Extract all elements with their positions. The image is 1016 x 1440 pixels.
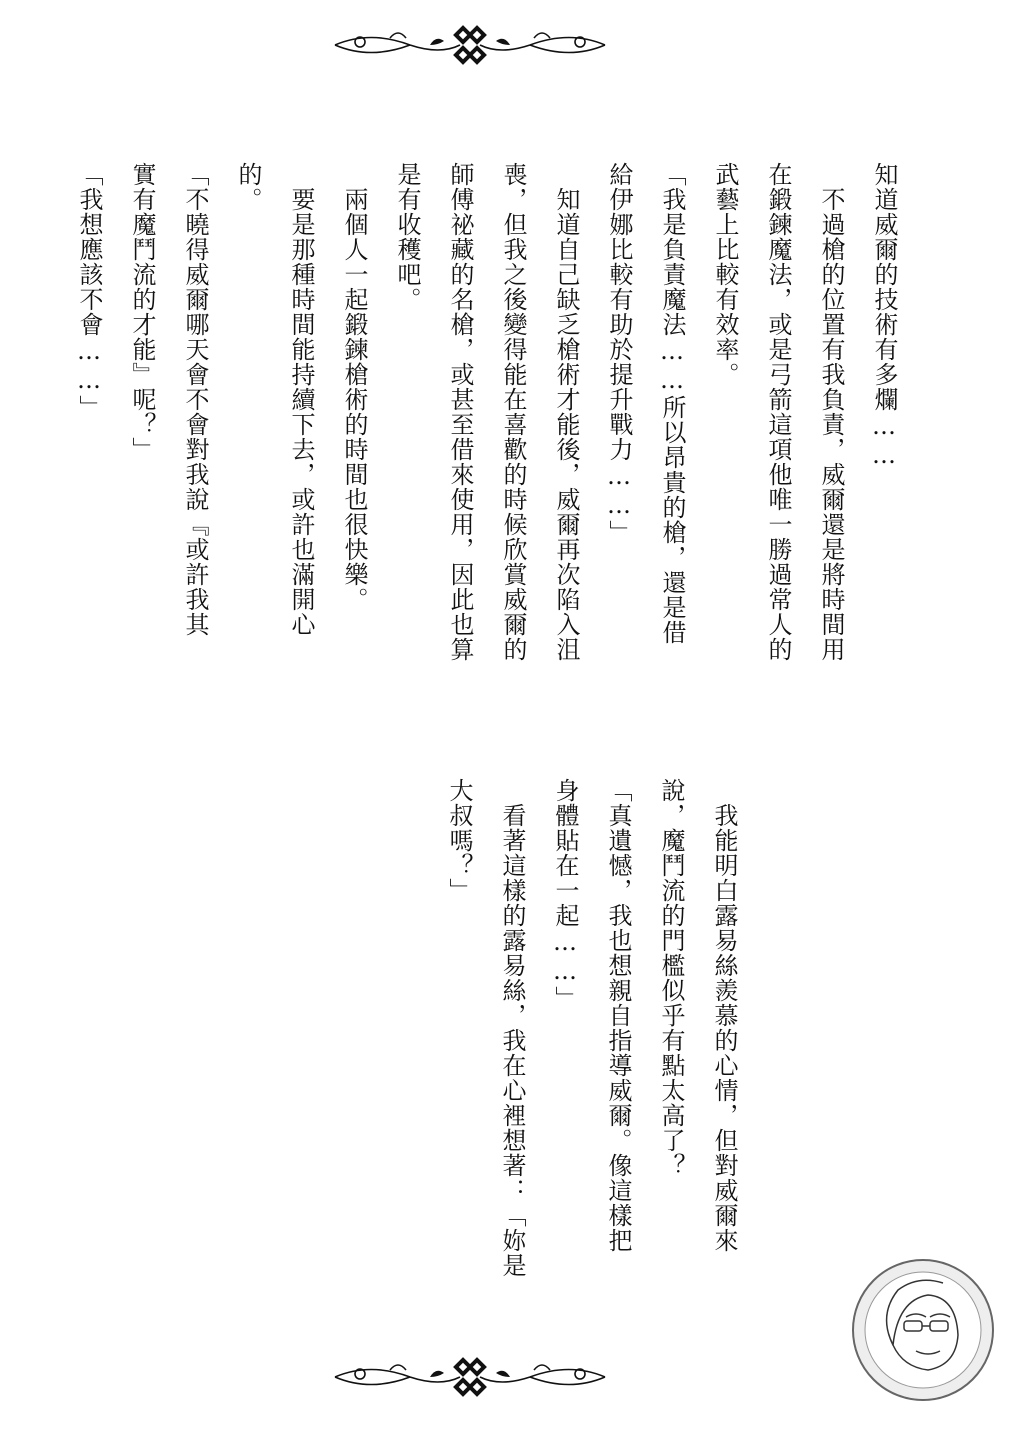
text-line: 我能明白露易絲羨慕的心情，但對威爾來 <box>710 803 738 1253</box>
text-line: 的。 <box>234 162 262 212</box>
text-line: 要是那種時間能持續下去，或許也滿開心 <box>287 187 315 637</box>
text-line: 不過槍的位置有我負責，威爾還是將時間用 <box>817 187 845 662</box>
text-line: 是有收穫吧。 <box>393 162 421 312</box>
text-line: 兩個人一起鍛鍊槍術的時間也很快樂。 <box>340 187 368 612</box>
text-line: 給伊娜比較有助於提升戰力……」 <box>605 162 633 545</box>
text-line: 「真遺憾，我也想親自指導威爾。像這樣把 <box>604 778 632 1253</box>
scanlation-stamp-logo <box>848 1255 998 1405</box>
bottom-ornament <box>330 1352 610 1402</box>
text-line: 「不曉得威爾哪天會不會對我說『或許我其 <box>181 162 209 637</box>
top-ornament <box>330 20 610 70</box>
text-line: 「我想應該不會……」 <box>75 162 103 420</box>
text-line: 在鍛鍊魔法，或是弓箭這項他唯一勝過常人的 <box>764 162 792 662</box>
text-line: 喪，但我之後變得能在喜歡的時候欣賞威爾的 <box>499 162 527 662</box>
text-line: 說，魔鬥流的門檻似乎有點太高了？ <box>657 778 685 1178</box>
lower-text-block <box>418 778 736 1338</box>
text-line: 武藝上比較有效率。 <box>711 162 739 387</box>
text-line: 知道威爾的技術有多爛…… <box>870 162 898 470</box>
upper-text-block <box>48 162 896 722</box>
text-line: 大叔嗎？」 <box>445 778 473 903</box>
text-line: 看著這樣的露易絲，我在心裡想著：「妳是 <box>498 803 526 1278</box>
text-line: 身體貼在一起……」 <box>551 778 579 1011</box>
text-line: 實有魔鬥流的才能』呢？」 <box>128 162 156 462</box>
text-line: 「我是負責魔法……所以昂貴的槍，還是借 <box>658 162 686 645</box>
text-line: 師傅祕藏的名槍，或甚至借來使用，因此也算 <box>446 162 474 662</box>
text-line: 知道自己缺乏槍術才能後，威爾再次陷入沮 <box>552 187 580 662</box>
